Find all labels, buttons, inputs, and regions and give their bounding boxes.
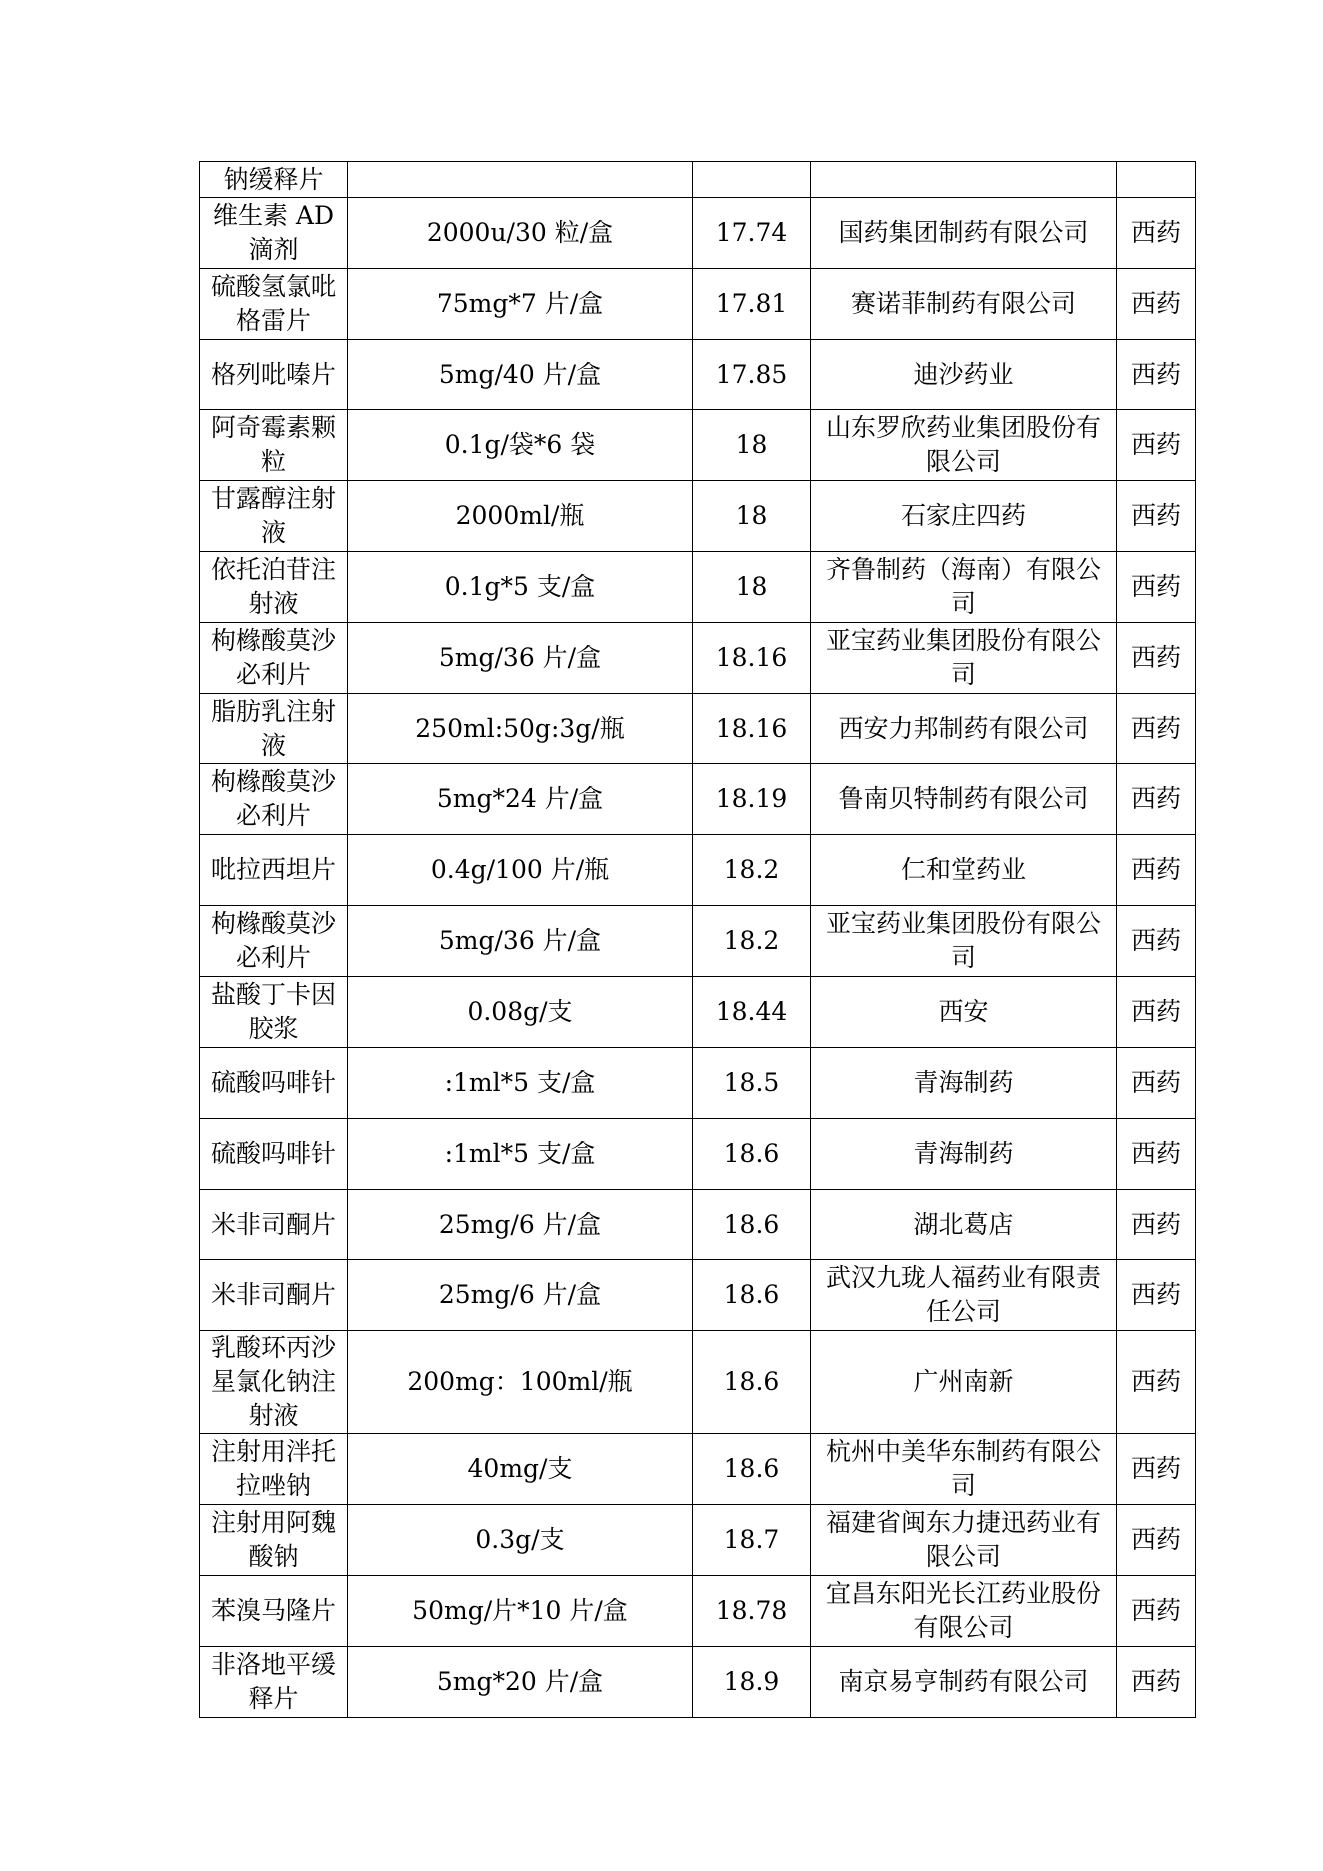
drug-name-cell: 依托泊苷注射液	[200, 552, 348, 623]
drug-name-cell: 维生素 AD 滴剂	[200, 198, 348, 269]
type-cell: 西药	[1117, 977, 1196, 1048]
type-cell	[1117, 162, 1196, 198]
drug-name-cell: 硫酸吗啡针	[200, 1119, 348, 1190]
drug-name-cell: 硫酸吗啡针	[200, 1048, 348, 1119]
spec-cell: 5mg/36 片/盒	[348, 623, 693, 694]
table-row	[200, 198, 1196, 269]
spec-cell: 2000u/30 粒/盒	[348, 198, 693, 269]
price-cell: 18.9	[693, 1647, 811, 1718]
table-row	[200, 1260, 1196, 1331]
table-row	[200, 977, 1196, 1048]
manufacturer-cell: 石家庄四药	[811, 481, 1117, 552]
table-row	[200, 694, 1196, 764]
spec-cell: :1ml*5 支/盒	[348, 1048, 693, 1119]
manufacturer-cell	[811, 162, 1117, 198]
drug-name-cell: 脂肪乳注射液	[200, 694, 348, 764]
price-cell: 18.5	[693, 1048, 811, 1119]
manufacturer-cell: 鲁南贝特制药有限公司	[811, 764, 1117, 835]
drug-name-cell: 枸橼酸莫沙必利片	[200, 764, 348, 835]
type-cell: 西药	[1117, 1190, 1196, 1260]
type-cell: 西药	[1117, 835, 1196, 906]
spec-cell: 5mg*20 片/盒	[348, 1647, 693, 1718]
type-cell: 西药	[1117, 764, 1196, 835]
type-cell: 西药	[1117, 1647, 1196, 1718]
table-row	[200, 340, 1196, 410]
manufacturer-cell: 山东罗欣药业集团股份有限公司	[811, 410, 1117, 481]
manufacturer-cell: 福建省闽东力捷迅药业有限公司	[811, 1505, 1117, 1576]
table-row	[200, 1434, 1196, 1505]
price-cell: 18.19	[693, 764, 811, 835]
type-cell: 西药	[1117, 694, 1196, 764]
price-cell: 18.6	[693, 1331, 811, 1434]
price-cell: 18.6	[693, 1190, 811, 1260]
price-cell: 17.85	[693, 340, 811, 410]
manufacturer-cell: 迪沙药业	[811, 340, 1117, 410]
manufacturer-cell: 国药集团制药有限公司	[811, 198, 1117, 269]
spec-cell: :1ml*5 支/盒	[348, 1119, 693, 1190]
table-row	[200, 835, 1196, 906]
table-row	[200, 269, 1196, 340]
drug-name-cell: 硫酸氢氯吡格雷片	[200, 269, 348, 340]
table-row	[200, 1048, 1196, 1119]
table-row	[200, 1190, 1196, 1260]
manufacturer-cell: 齐鲁制药（海南）有限公司	[811, 552, 1117, 623]
type-cell: 西药	[1117, 623, 1196, 694]
spec-cell: 25mg/6 片/盒	[348, 1190, 693, 1260]
spec-cell	[348, 162, 693, 198]
spec-cell: 5mg*24 片/盒	[348, 764, 693, 835]
spec-cell: 200mg：100ml/瓶	[348, 1331, 693, 1434]
spec-cell: 0.1g*5 支/盒	[348, 552, 693, 623]
price-cell: 18.7	[693, 1505, 811, 1576]
manufacturer-cell: 赛诺菲制药有限公司	[811, 269, 1117, 340]
drug-name-cell: 格列吡嗪片	[200, 340, 348, 410]
drug-name-cell: 米非司酮片	[200, 1260, 348, 1331]
price-cell: 17.74	[693, 198, 811, 269]
manufacturer-cell: 宜昌东阳光长江药业股份有限公司	[811, 1576, 1117, 1647]
drug-name-cell: 苯溴马隆片	[200, 1576, 348, 1647]
price-cell: 18.2	[693, 906, 811, 977]
price-cell: 18.16	[693, 694, 811, 764]
drug-name-cell: 钠缓释片	[200, 162, 348, 198]
table-row	[200, 410, 1196, 481]
table-row	[200, 623, 1196, 694]
price-cell: 18	[693, 410, 811, 481]
price-cell: 18.2	[693, 835, 811, 906]
spec-cell: 40mg/支	[348, 1434, 693, 1505]
price-cell: 18.44	[693, 977, 811, 1048]
drug-name-cell: 甘露醇注射液	[200, 481, 348, 552]
table-row	[200, 481, 1196, 552]
table-row	[200, 764, 1196, 835]
price-cell: 18.6	[693, 1434, 811, 1505]
spec-cell: 5mg/40 片/盒	[348, 340, 693, 410]
drug-name-cell: 乳酸环丙沙星氯化钠注射液	[200, 1331, 348, 1434]
manufacturer-cell: 青海制药	[811, 1119, 1117, 1190]
type-cell: 西药	[1117, 198, 1196, 269]
manufacturer-cell: 杭州中美华东制药有限公司	[811, 1434, 1117, 1505]
type-cell: 西药	[1117, 481, 1196, 552]
table-row	[200, 1576, 1196, 1647]
spec-cell: 0.1g/袋*6 袋	[348, 410, 693, 481]
drug-name-cell: 米非司酮片	[200, 1190, 348, 1260]
table-row	[200, 1119, 1196, 1190]
spec-cell: 25mg/6 片/盒	[348, 1260, 693, 1331]
spec-cell: 5mg/36 片/盒	[348, 906, 693, 977]
type-cell: 西药	[1117, 1048, 1196, 1119]
spec-cell: 0.08g/支	[348, 977, 693, 1048]
manufacturer-cell: 武汉九珑人福药业有限责任公司	[811, 1260, 1117, 1331]
type-cell: 西药	[1117, 552, 1196, 623]
manufacturer-cell: 湖北葛店	[811, 1190, 1117, 1260]
drug-name-cell: 阿奇霉素颗粒	[200, 410, 348, 481]
drug-name-cell: 盐酸丁卡因胶浆	[200, 977, 348, 1048]
price-cell: 17.81	[693, 269, 811, 340]
drug-name-cell: 吡拉西坦片	[200, 835, 348, 906]
type-cell: 西药	[1117, 906, 1196, 977]
price-cell: 18.16	[693, 623, 811, 694]
spec-cell: 0.3g/支	[348, 1505, 693, 1576]
table-row	[200, 1647, 1196, 1718]
type-cell: 西药	[1117, 1434, 1196, 1505]
drug-name-cell: 非洛地平缓释片	[200, 1647, 348, 1718]
manufacturer-cell: 仁和堂药业	[811, 835, 1117, 906]
price-cell: 18.6	[693, 1119, 811, 1190]
price-cell: 18.78	[693, 1576, 811, 1647]
drug-name-cell: 注射用阿魏酸钠	[200, 1505, 348, 1576]
spec-cell: 75mg*7 片/盒	[348, 269, 693, 340]
drug-name-cell: 注射用泮托拉唑钠	[200, 1434, 348, 1505]
price-cell	[693, 162, 811, 198]
table-row	[200, 162, 1196, 198]
type-cell: 西药	[1117, 1505, 1196, 1576]
drug-name-cell: 枸橼酸莫沙必利片	[200, 906, 348, 977]
drug-name-cell: 枸橼酸莫沙必利片	[200, 623, 348, 694]
drug-price-table	[199, 161, 1196, 1718]
manufacturer-cell: 青海制药	[811, 1048, 1117, 1119]
price-cell: 18	[693, 481, 811, 552]
table-row	[200, 1505, 1196, 1576]
spec-cell: 250ml:50g:3g/瓶	[348, 694, 693, 764]
manufacturer-cell: 西安	[811, 977, 1117, 1048]
manufacturer-cell: 亚宝药业集团股份有限公司	[811, 906, 1117, 977]
type-cell: 西药	[1117, 1260, 1196, 1331]
manufacturer-cell: 南京易亨制药有限公司	[811, 1647, 1117, 1718]
table-row	[200, 552, 1196, 623]
type-cell: 西药	[1117, 1576, 1196, 1647]
price-cell: 18	[693, 552, 811, 623]
manufacturer-cell: 广州南新	[811, 1331, 1117, 1434]
table-body	[200, 162, 1196, 1718]
type-cell: 西药	[1117, 410, 1196, 481]
spec-cell: 0.4g/100 片/瓶	[348, 835, 693, 906]
type-cell: 西药	[1117, 340, 1196, 410]
table-row	[200, 1331, 1196, 1434]
type-cell: 西药	[1117, 1119, 1196, 1190]
spec-cell: 2000ml/瓶	[348, 481, 693, 552]
table-row	[200, 906, 1196, 977]
manufacturer-cell: 亚宝药业集团股份有限公司	[811, 623, 1117, 694]
spec-cell: 50mg/片*10 片/盒	[348, 1576, 693, 1647]
price-cell: 18.6	[693, 1260, 811, 1331]
manufacturer-cell: 西安力邦制药有限公司	[811, 694, 1117, 764]
type-cell: 西药	[1117, 1331, 1196, 1434]
type-cell: 西药	[1117, 269, 1196, 340]
